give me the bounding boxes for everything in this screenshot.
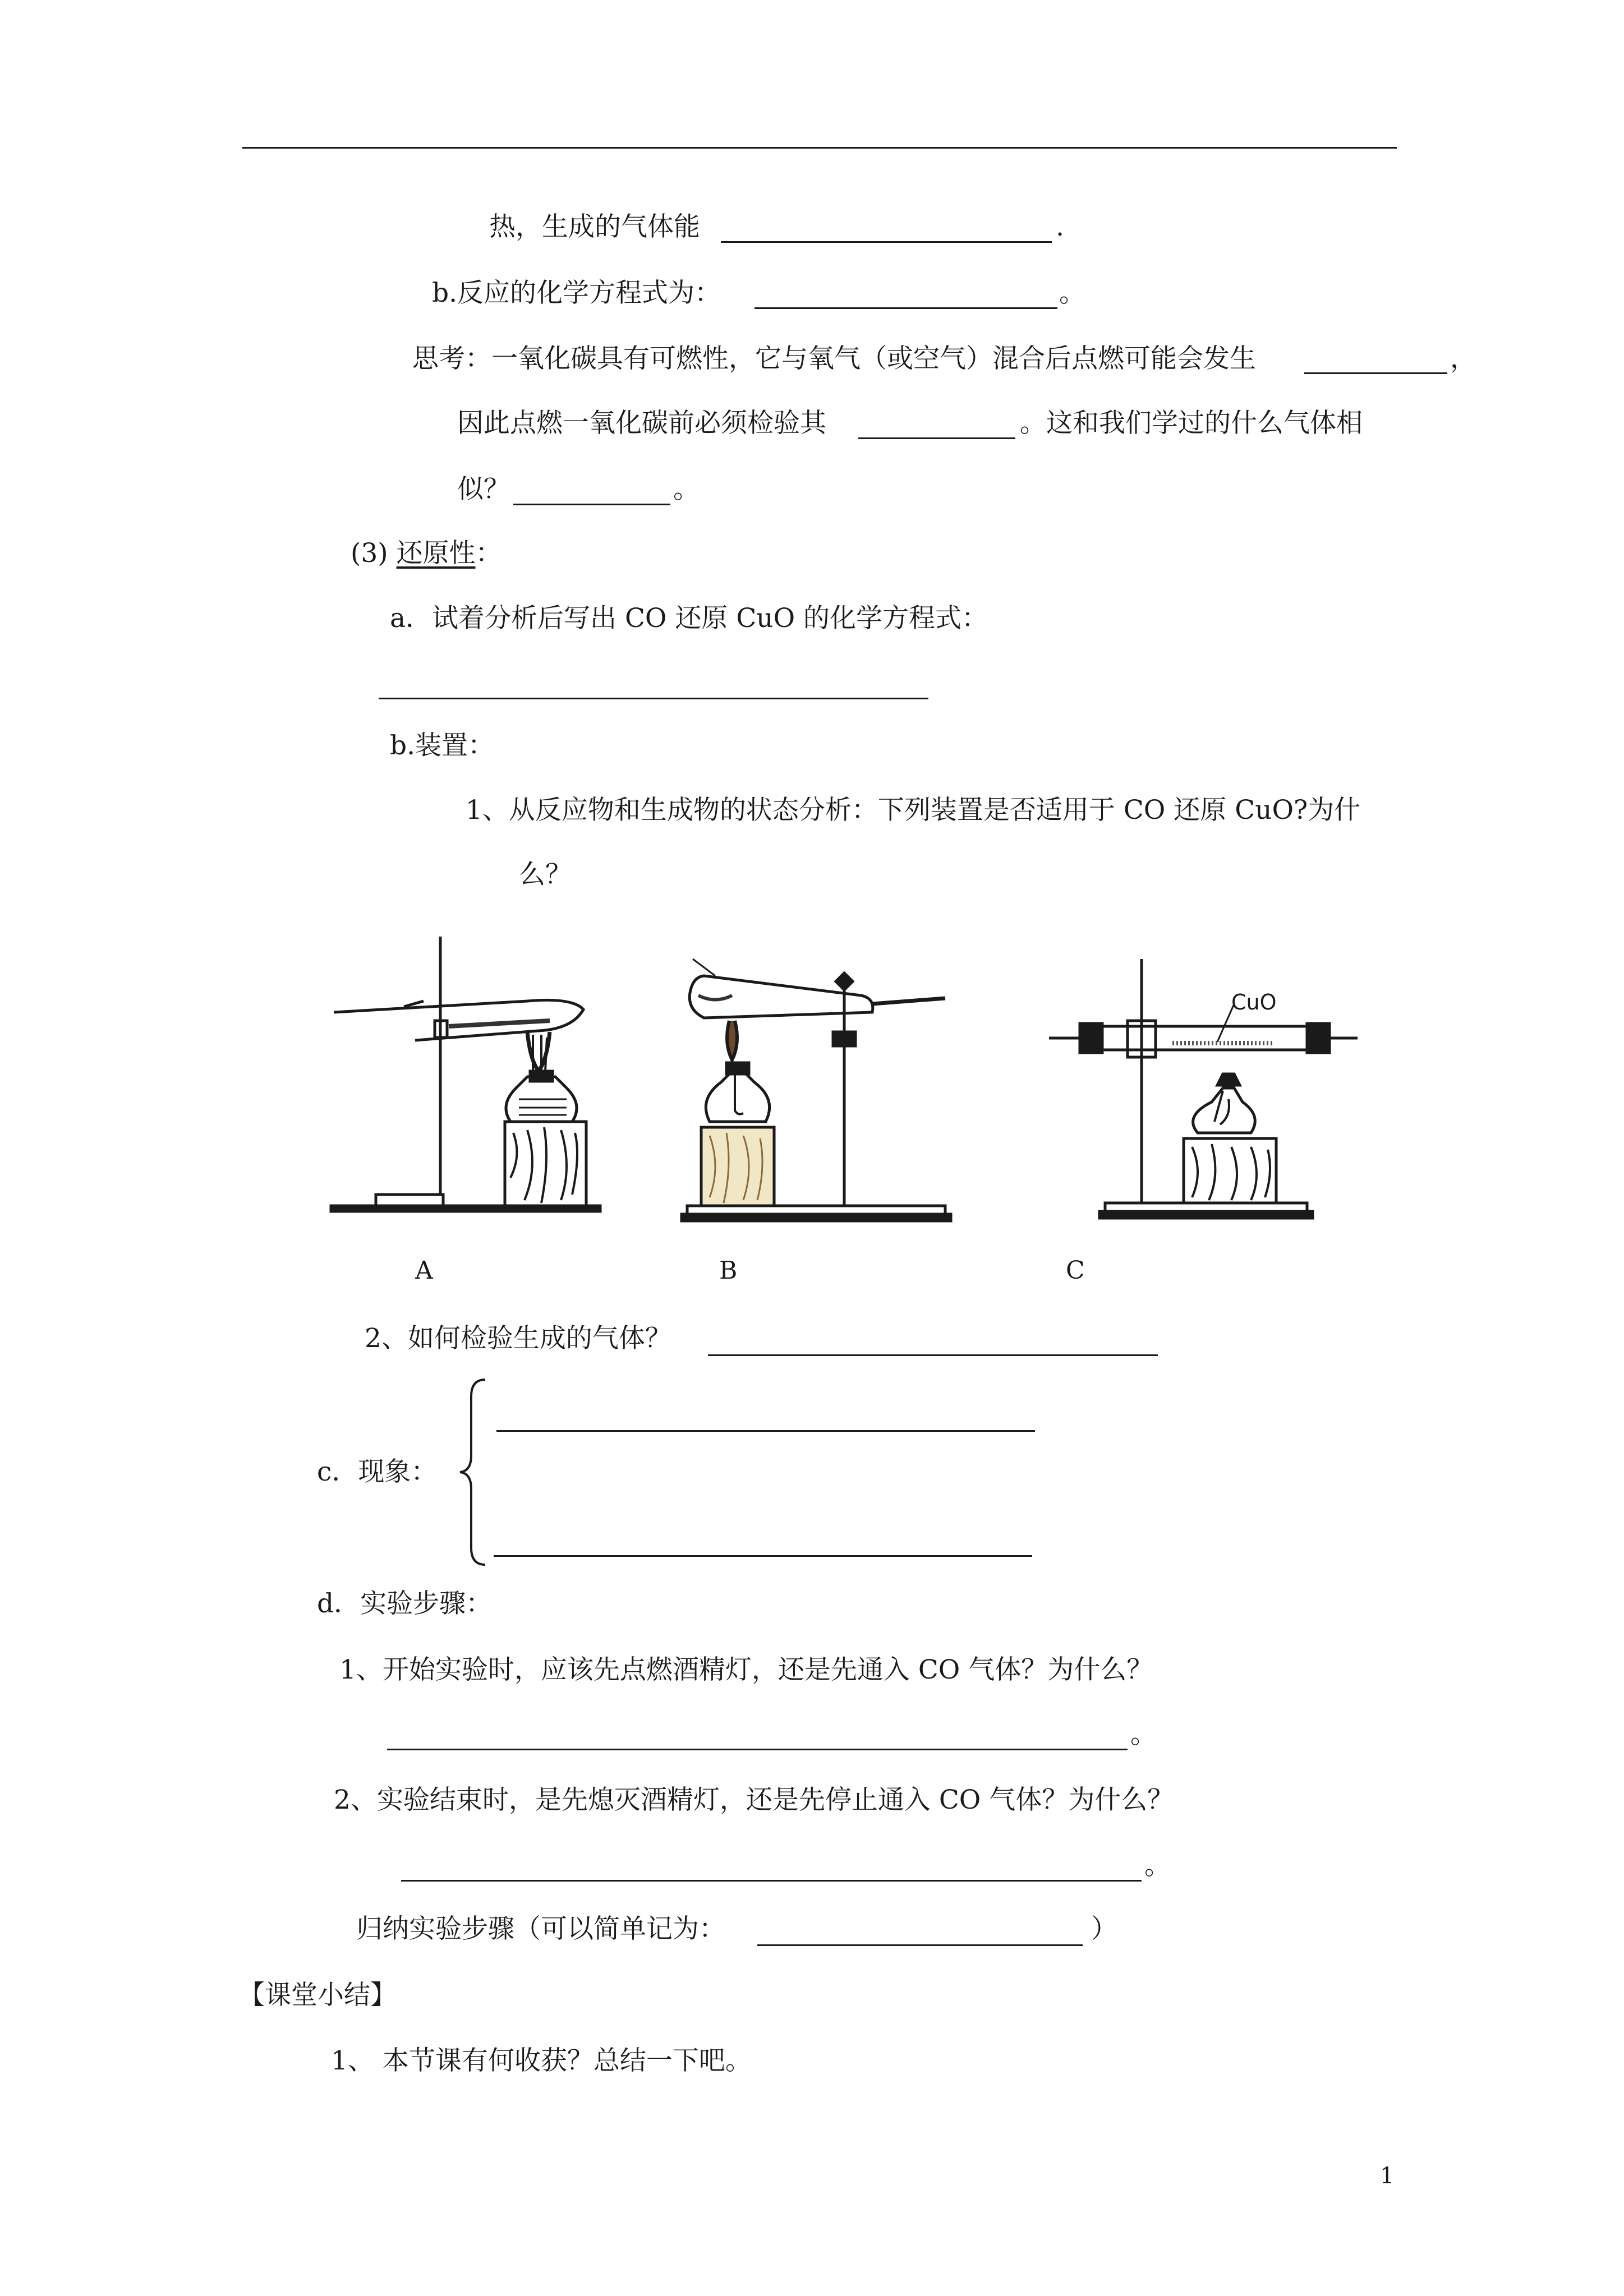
text-line-5-end: 。 [673, 474, 700, 505]
apparatus-b-figure [676, 942, 968, 1234]
section-3-colon: ： [475, 538, 502, 569]
apparatus-c-figure [1049, 953, 1363, 1234]
answer-blank-3[interactable] [1304, 372, 1447, 374]
cuo-label: CuO [1231, 990, 1277, 1015]
question-1-line-2: 么？ [519, 859, 572, 890]
summary-steps-end: ） [1091, 1914, 1117, 1944]
phenomenon-blank-1[interactable] [496, 1430, 1035, 1432]
text-line-1-end: . [1056, 211, 1064, 242]
section-summary-heading: 【课堂小结】 [238, 1980, 397, 2011]
question-a: a．试着分析后写出 CO 还原 CuO 的化学方程式： [390, 603, 988, 634]
answer-blank-2[interactable] [755, 307, 1057, 309]
summary-steps-blank[interactable] [757, 1944, 1083, 1946]
step-answer-2-end: 。 [1144, 1850, 1171, 1881]
question-2: 2、如何检验生成的气体？ [365, 1323, 671, 1354]
section-3-heading [351, 537, 502, 570]
page-number: 1 [1380, 2163, 1395, 2189]
summary-question-1: 1、 本节课有何收获？总结一下吧。 [331, 2045, 752, 2076]
think-line-end: ， [1450, 343, 1476, 374]
answer-blank-4[interactable] [858, 437, 1015, 439]
phenomenon-label: c．现象： [317, 1456, 438, 1487]
text-line-2: b.反应的化学方程式为： [432, 278, 721, 308]
step-question-1: 1、开始实验时，应该先点燃酒精灯，还是先通入 CO 气体？为什么？ [339, 1654, 1153, 1685]
left-brace [457, 1377, 491, 1567]
text-line-1: 热，生成的气体能 [489, 211, 700, 242]
answer-blank-q2[interactable] [708, 1354, 1158, 1356]
section-3-title: 还原性 [396, 538, 476, 569]
step-answer-2[interactable] [401, 1880, 1142, 1882]
section-3-number: (3) [351, 538, 388, 569]
apparatus-a-label: A [415, 1256, 433, 1285]
apparatus-b-label: B [719, 1256, 738, 1285]
step-answer-1-end: 。 [1130, 1719, 1157, 1750]
text-line-2-end: 。 [1059, 278, 1085, 308]
header-rule [242, 147, 1397, 149]
step-question-2: 2、实验结束时，是先熄灭酒精灯，还是先停止通入 CO 气体？为什么？ [334, 1785, 1174, 1815]
question-b: b.装置： [390, 730, 495, 761]
phenomenon-blank-2[interactable] [494, 1555, 1032, 1557]
answer-blank-a[interactable] [379, 698, 928, 699]
text-line-4-end: 。这和我们学过的什么气体相 [1020, 408, 1363, 439]
think-line: 思考：一氧化碳具有可燃性，它与氧气（或空气）混合后点燃可能会发生 [412, 343, 1256, 374]
answer-blank-5[interactable] [513, 504, 670, 505]
apparatus-c-label: C [1066, 1256, 1085, 1285]
answer-blank-1[interactable] [721, 241, 1052, 243]
text-line-5: 似？ [457, 474, 510, 505]
question-1-line-1: 1、从反应物和生成物的状态分析：下列装置是否适用于 CO 还原 CuO?为什 [466, 795, 1361, 826]
apparatus-a-figure [325, 931, 617, 1223]
step-answer-1[interactable] [387, 1749, 1128, 1750]
summary-steps: 归纳实验步骤（可以简单记为： [356, 1914, 725, 1944]
text-line-4: 因此点燃一氧化碳前必须检验其 [457, 408, 826, 439]
steps-label: d．实验步骤： [317, 1588, 493, 1619]
